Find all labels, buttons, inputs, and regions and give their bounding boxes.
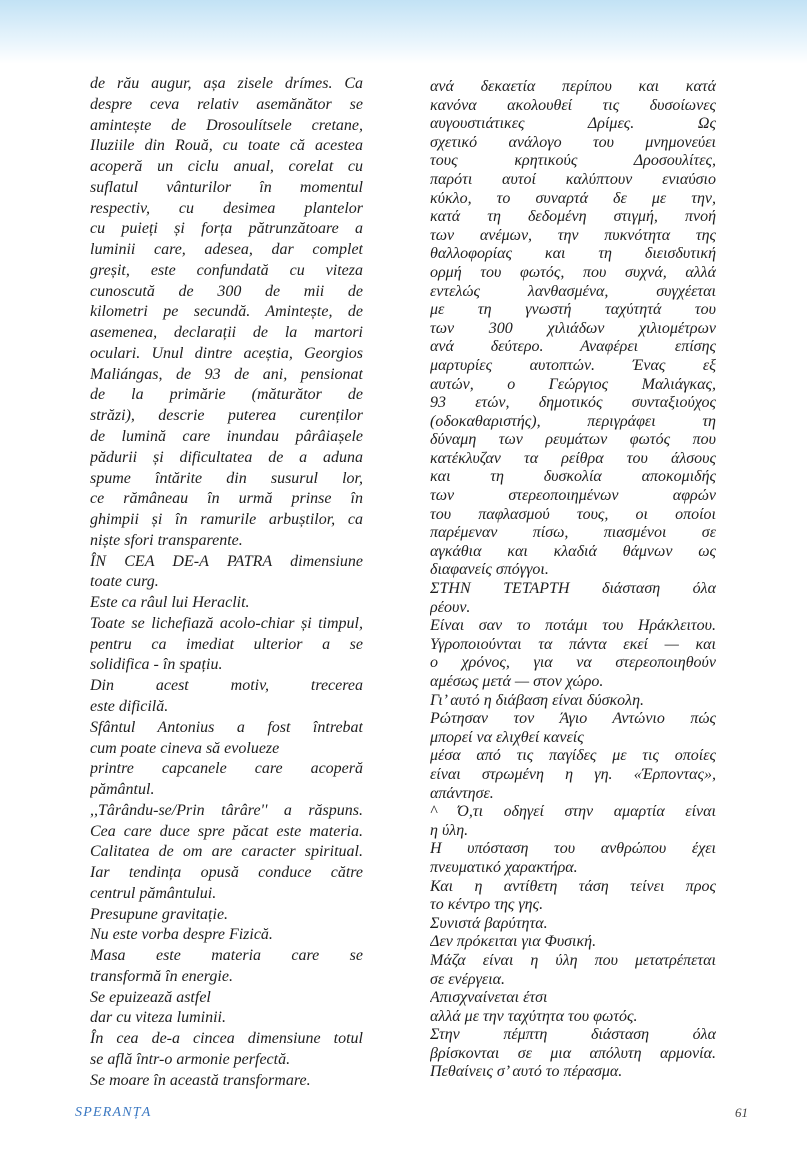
text-line: cum poate cineva să evolueze [90,739,280,757]
paragraph [90,614,363,676]
text-line: cunoscută de 300 de mii de [90,282,363,300]
text-line: το κέντρο της γης. [430,896,544,914]
text-line: (οδοκαθαριστής), περιγράφει τη [430,412,716,430]
text-line: suflatul vânturilor în momentul [90,178,363,196]
page-number: 61 [735,1105,748,1120]
text-line: δύναμη των ρευμάτων φωτός που [430,431,716,449]
text-line: dar cu viteza luminii. [90,1009,226,1027]
text-line: κατέκλυζαν τα ρείθρα του άλσους [430,449,716,467]
text-line: αλλά με την ταχύτητα του φωτός. [430,1007,638,1025]
paragraph [430,78,716,580]
text-line: πνευματικό χαρακτήρα. [430,858,578,876]
text-line: Iluziile din Rouă, cu toate că acestea [90,137,363,155]
text-line: με τη γνωστή ταχύτητά του [430,301,716,319]
text-line: spume întărite din susurul lor, [90,469,363,487]
text-line: των στερεοποιημένων αφρών [430,487,716,505]
text-line: se află într-o armonie perfectă. [90,1050,291,1068]
text-line: greșit, este confundată cu viteza [90,261,363,279]
text-line: κύκλο, το συναρτά δε με την, [430,189,716,207]
paragraph [90,1008,363,1029]
text-line: Nu este vorba despre Fizică. [90,926,273,944]
paragraph [430,840,716,877]
text-line: printre capcanele care acoperă [90,760,363,778]
text-line: niște sfori transparente. [90,531,243,549]
text-line: amintește de Drosoulítsele cretane, [90,116,363,134]
text-line: transformă în energie. [90,967,233,985]
text-line: Toate se lichefiază acolo-chiar și timpul, [90,614,363,632]
text-line: respectiv, cu desimea plantelor [90,199,363,217]
text-line: pădurii și dificultatea de a aduna [90,448,363,466]
paragraph [430,580,716,617]
text-line: Este ca râul lui Heraclit. [90,594,250,612]
paragraph [430,915,716,934]
text-line: pentru ca imediat ulterior a se [90,635,363,653]
greek-column [430,78,716,1082]
text-line: Στην πέμπτη διάσταση όλα [430,1026,716,1044]
paragraph [90,593,363,614]
text-line: διαφανείς σπόγγοι. [430,561,549,579]
text-line: kilometri pe secundă. Amintește, de [90,303,363,321]
paragraph [90,946,363,988]
paragraph [90,925,363,946]
text-line: Μάζα είναι η ύλη που μετατρέπεται [430,951,716,969]
text-line: este dificilă. [90,697,169,715]
text-line: cu puieți și forța pătrunzătoare a [90,220,363,238]
text-line: Απισχναίνεται έτσι [430,989,548,1007]
paragraph [430,1008,716,1027]
paragraph [90,801,363,905]
text-line: străzi), descrie puterea curenților [90,407,363,425]
paragraph [430,710,716,747]
text-line: pământul. [90,781,155,799]
text-line: βρίσκονται σε μια απόλυτη αρμονία. [430,1044,716,1062]
paragraph [430,692,716,711]
text-line: μαρτυρίες αυτοπτών. Ένας εξ [430,356,716,374]
text-line: του παφλασμού τους, οι οποίοι [430,505,716,523]
paragraph [430,803,716,840]
paragraph [430,617,716,691]
text-line: toate curg. [90,573,159,591]
text-line: Δεν πρόκειται για Φυσική. [430,933,597,951]
text-line: ο χρόνος, για να στερεοποιηθούν [430,654,716,672]
text-line: σε ενέργεια. [430,970,506,988]
text-line: asemenea, declarații de la martori [90,324,363,342]
text-line: Πεθαίνεις σ’ αυτό το πέρασμα. [430,1063,623,1081]
text-line: Din acest motiv, trecerea [90,677,363,695]
text-line: Cea care duce spre păcat este materia. [90,822,363,840]
text-line: Iar tendința opusă conduce către [90,864,363,882]
text-line: σχετικό ανάλογο του μνημονεύει [430,133,716,151]
text-line: 93 ετών, δημοτικός συνταξιούχος [430,394,716,412]
paragraph [430,933,716,952]
text-line: Και η αντίθετη τάση τείνει προς [430,877,716,895]
text-line: Se moare în această transformare. [90,1071,311,1089]
text-line: μπορεί να ελιχθεί κανείς [430,728,584,746]
text-line: despre ceva relativ asemănător se [90,95,363,113]
text-line: ορμή του φωτός, που συχνά, αλλά [430,263,716,281]
text-line: de lumină care inundau pârâiașele [90,428,363,446]
text-line: παρότι αυτοί καλύπτουν ενιαύσιο [430,170,716,188]
romanian-column [90,74,363,1092]
paragraph [430,747,716,803]
text-line: αυτών, ο Γεώργιος Μαλιάγκας, [430,375,716,393]
text-line: Maliángas, de 93 de ani, pensionat [90,365,363,383]
magazine-title: SPERANȚA [75,1105,152,1120]
text-line: και τη δυσκολία αποκομιδής [430,468,716,486]
text-line: η ύλη. [430,821,469,839]
text-line: Masa este materia care se [90,947,363,965]
text-line: ,,Târându-se/Prin târâre'' a răspuns. [90,801,363,819]
text-line: Calitatea de om are caracter spiritual. [90,843,363,861]
text-line: de la primărie (măturător de [90,386,363,404]
text-line: παρέμεναν πίσω, πιασμένοι σε [430,524,716,542]
text-line: είναι στρωμένη η γη. «Έρποντας», [430,765,716,783]
text-line: κατά τη δεδομένη στιγμή, πνοή [430,208,716,226]
text-line: Ρώτησαν τον Άγιο Αντώνιο πώς [430,710,716,728]
text-line: ΣΤΗΝ ΤΕΤΑΡΤΗ διάσταση όλα [430,580,716,598]
text-line: απάντησε. [430,784,494,802]
text-line: oculari. Unul dintre aceștia, Georgios [90,344,363,362]
text-line: de rău augur, așa zisele drímes. Ca [90,75,363,92]
text-line: αυγουστιάτικες Δρίμες. Ως [430,115,716,133]
text-line: centrul pământului. [90,884,217,902]
text-line: Είναι σαν το ποτάμι του Ηράκλειτου. [430,617,716,635]
text-line: ghimpii și în ramurile arbuștilor, ca [90,511,363,529]
paragraph [90,74,363,552]
text-line: Υγροποιούνται τα πάντα εκεί — και [430,635,716,653]
paragraph [90,1071,363,1092]
text-line: τους κρητικούς Δροσουλίτες, [430,152,716,170]
text-line: Συνιστά βαρύτητα. [430,914,548,932]
paragraph [90,552,363,594]
text-line: Sfântul Antonius a fost întrebat [90,718,363,736]
paragraph [430,952,716,989]
text-line: θαλλοφορίας και τη διεισδυτική [430,245,716,263]
paragraph [90,759,363,801]
header-band [0,0,807,64]
text-line: acoperă un ciclu anual, corelat cu [90,158,363,176]
text-line: αγκάθια και κλαδιά θάμνων ως [430,542,716,560]
text-line: κανόνα ακολουθεί τις δυσοίωνες [430,96,716,114]
paragraph [90,988,363,1009]
text-line: Presupune gravitație. [90,905,229,923]
paragraph [90,1029,363,1071]
paragraph [90,718,363,760]
text-line: ανά δεύτερο. Αναφέρει επίσης [430,338,716,356]
text-line: μέσα από τις παγίδες με τις οποίες [430,747,716,765]
text-line: αμέσως μετά — στον χώρο. [430,673,604,690]
text-line: Se epuizează astfel [90,988,211,1006]
text-line: ÎN CEA DE-A PATRA dimensiune [90,552,363,570]
text-line: luminii care, adesea, dar complet [90,241,363,259]
text-line: ρέουν. [430,598,471,616]
text-line: ανά δεκαετία περίπου και κατά [430,78,716,95]
text-line: εντελώς λανθασμένα, συγχέεται [430,282,716,300]
text-line: Η υπόσταση του ανθρώπου έχει [430,840,716,858]
text-line: ce rămâneau în urmă prinse în [90,490,363,508]
text-line: În cea de-a cincea dimensiune totul [90,1030,363,1048]
text-line: Γι’ αυτό η διάβαση είναι δύσκολη. [430,691,645,709]
text-line: solidifica - în spațiu. [90,656,223,674]
paragraph [430,878,716,915]
paragraph [90,905,363,926]
paragraph [90,676,363,718]
paragraph [430,989,716,1008]
text-line: ^ Ό,τι οδηγεί στην αμαρτία είναι [430,803,716,821]
text-line: των ανέμων, την πυκνότητα της [430,226,716,244]
text-line: των 300 χιλιάδων χιλιομέτρων [430,319,716,337]
paragraph [430,1026,716,1082]
